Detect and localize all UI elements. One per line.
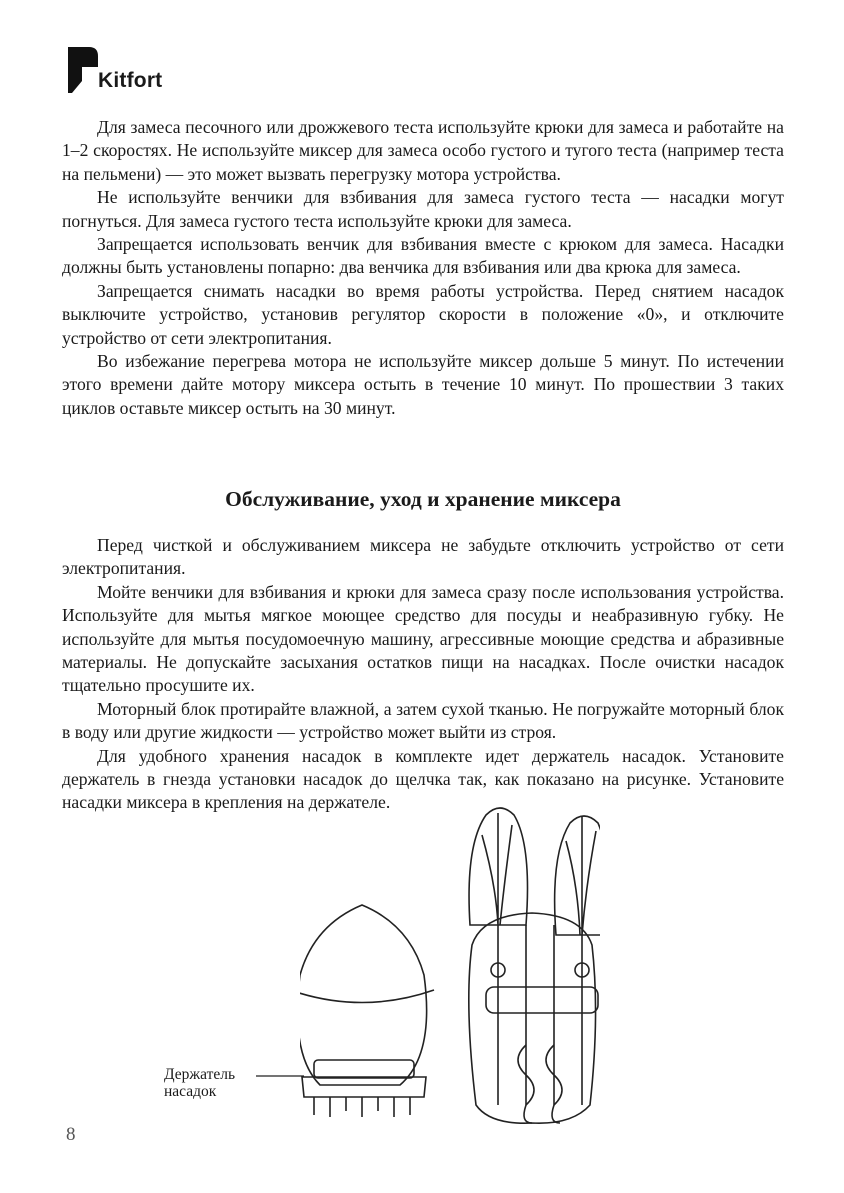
section-title: Обслуживание, уход и хранение миксера <box>225 487 621 511</box>
holder-with-attachments-drawing <box>469 808 600 1123</box>
paragraph: Во избежание перегрева мотора не используйте миксер дольше 5 минут. По истечении этого времени дайте мотору миксера остыть в течение 10 минут. По прошествии 3 таких циклов оставьте миксер остыть на 30 минут. <box>62 351 784 418</box>
paragraph: Моторный блок протирайте влажной, а затем сухой тканью. Не погружайте моторный блок в воду или другие жидкости — устройство может выйти из строя. <box>62 698 784 743</box>
holder-drawing <box>300 905 434 1117</box>
kitfort-logo-icon <box>68 47 98 93</box>
paragraph: Запрещается снимать насадки во время работы устройства. Перед снятием насадок выключите устройство, установив регулятор скорости в положение «0», и отключите устройство от сети электропитания. <box>62 280 784 348</box>
paragraph: Запрещается использовать венчик для взбивания вместе с крюком для замеса. Насадки должны быть установлены попарно: два венчика для взбивания или два крюка для замеса. <box>62 234 784 278</box>
paragraph: Мойте венчики для взбивания и крюки для замеса сразу после использования устройства. Используйте для мытья мягкое моющее средство для посуды и неабразивную губку. Не используйте для мытья посудомоечную машину, агрессивные моющие средства и абразивные материалы. Не допускайте засыхания остатков пищи на насадках. После очистки насадок тщательно просушите их. <box>62 581 784 696</box>
paragraph: Для удобного хранения насадок в комплекте идет держатель насадок. Установите держатель в гнезда установки насадок до щелчка так, как показано на рисунке. Установите насадки миксера в крепления на держателе. <box>62 745 784 813</box>
figure-caption <box>164 1066 235 1100</box>
holder-illustration <box>300 805 600 1135</box>
brand-name: Kitfort <box>98 69 163 92</box>
usage-notes <box>62 116 784 420</box>
paragraph: Для замеса песочного или дрожжевого теста используйте крюки для замеса и работайте на 1–2 скоростях. Не используйте миксер для замеса особо густого и тугого теста (например теста на пельмени) — это может вызвать перегрузку мотора устройства. <box>62 117 784 184</box>
paragraph: Не используйте венчики для взбивания для замеса густого теста — насадки могут погнуться. Для замеса густого теста используйте крюки для замеса. <box>62 187 784 231</box>
maintenance-notes <box>62 534 784 815</box>
paragraph: Перед чисткой и обслуживанием миксера не забудьте отключить устройство от сети электропитания. <box>62 535 784 579</box>
caption-leader-line <box>256 1074 304 1078</box>
caption-line: насадок <box>164 1083 217 1100</box>
brand-logo <box>68 47 162 93</box>
page-number: 8 <box>66 1124 76 1145</box>
caption-line: Держатель <box>164 1066 236 1083</box>
